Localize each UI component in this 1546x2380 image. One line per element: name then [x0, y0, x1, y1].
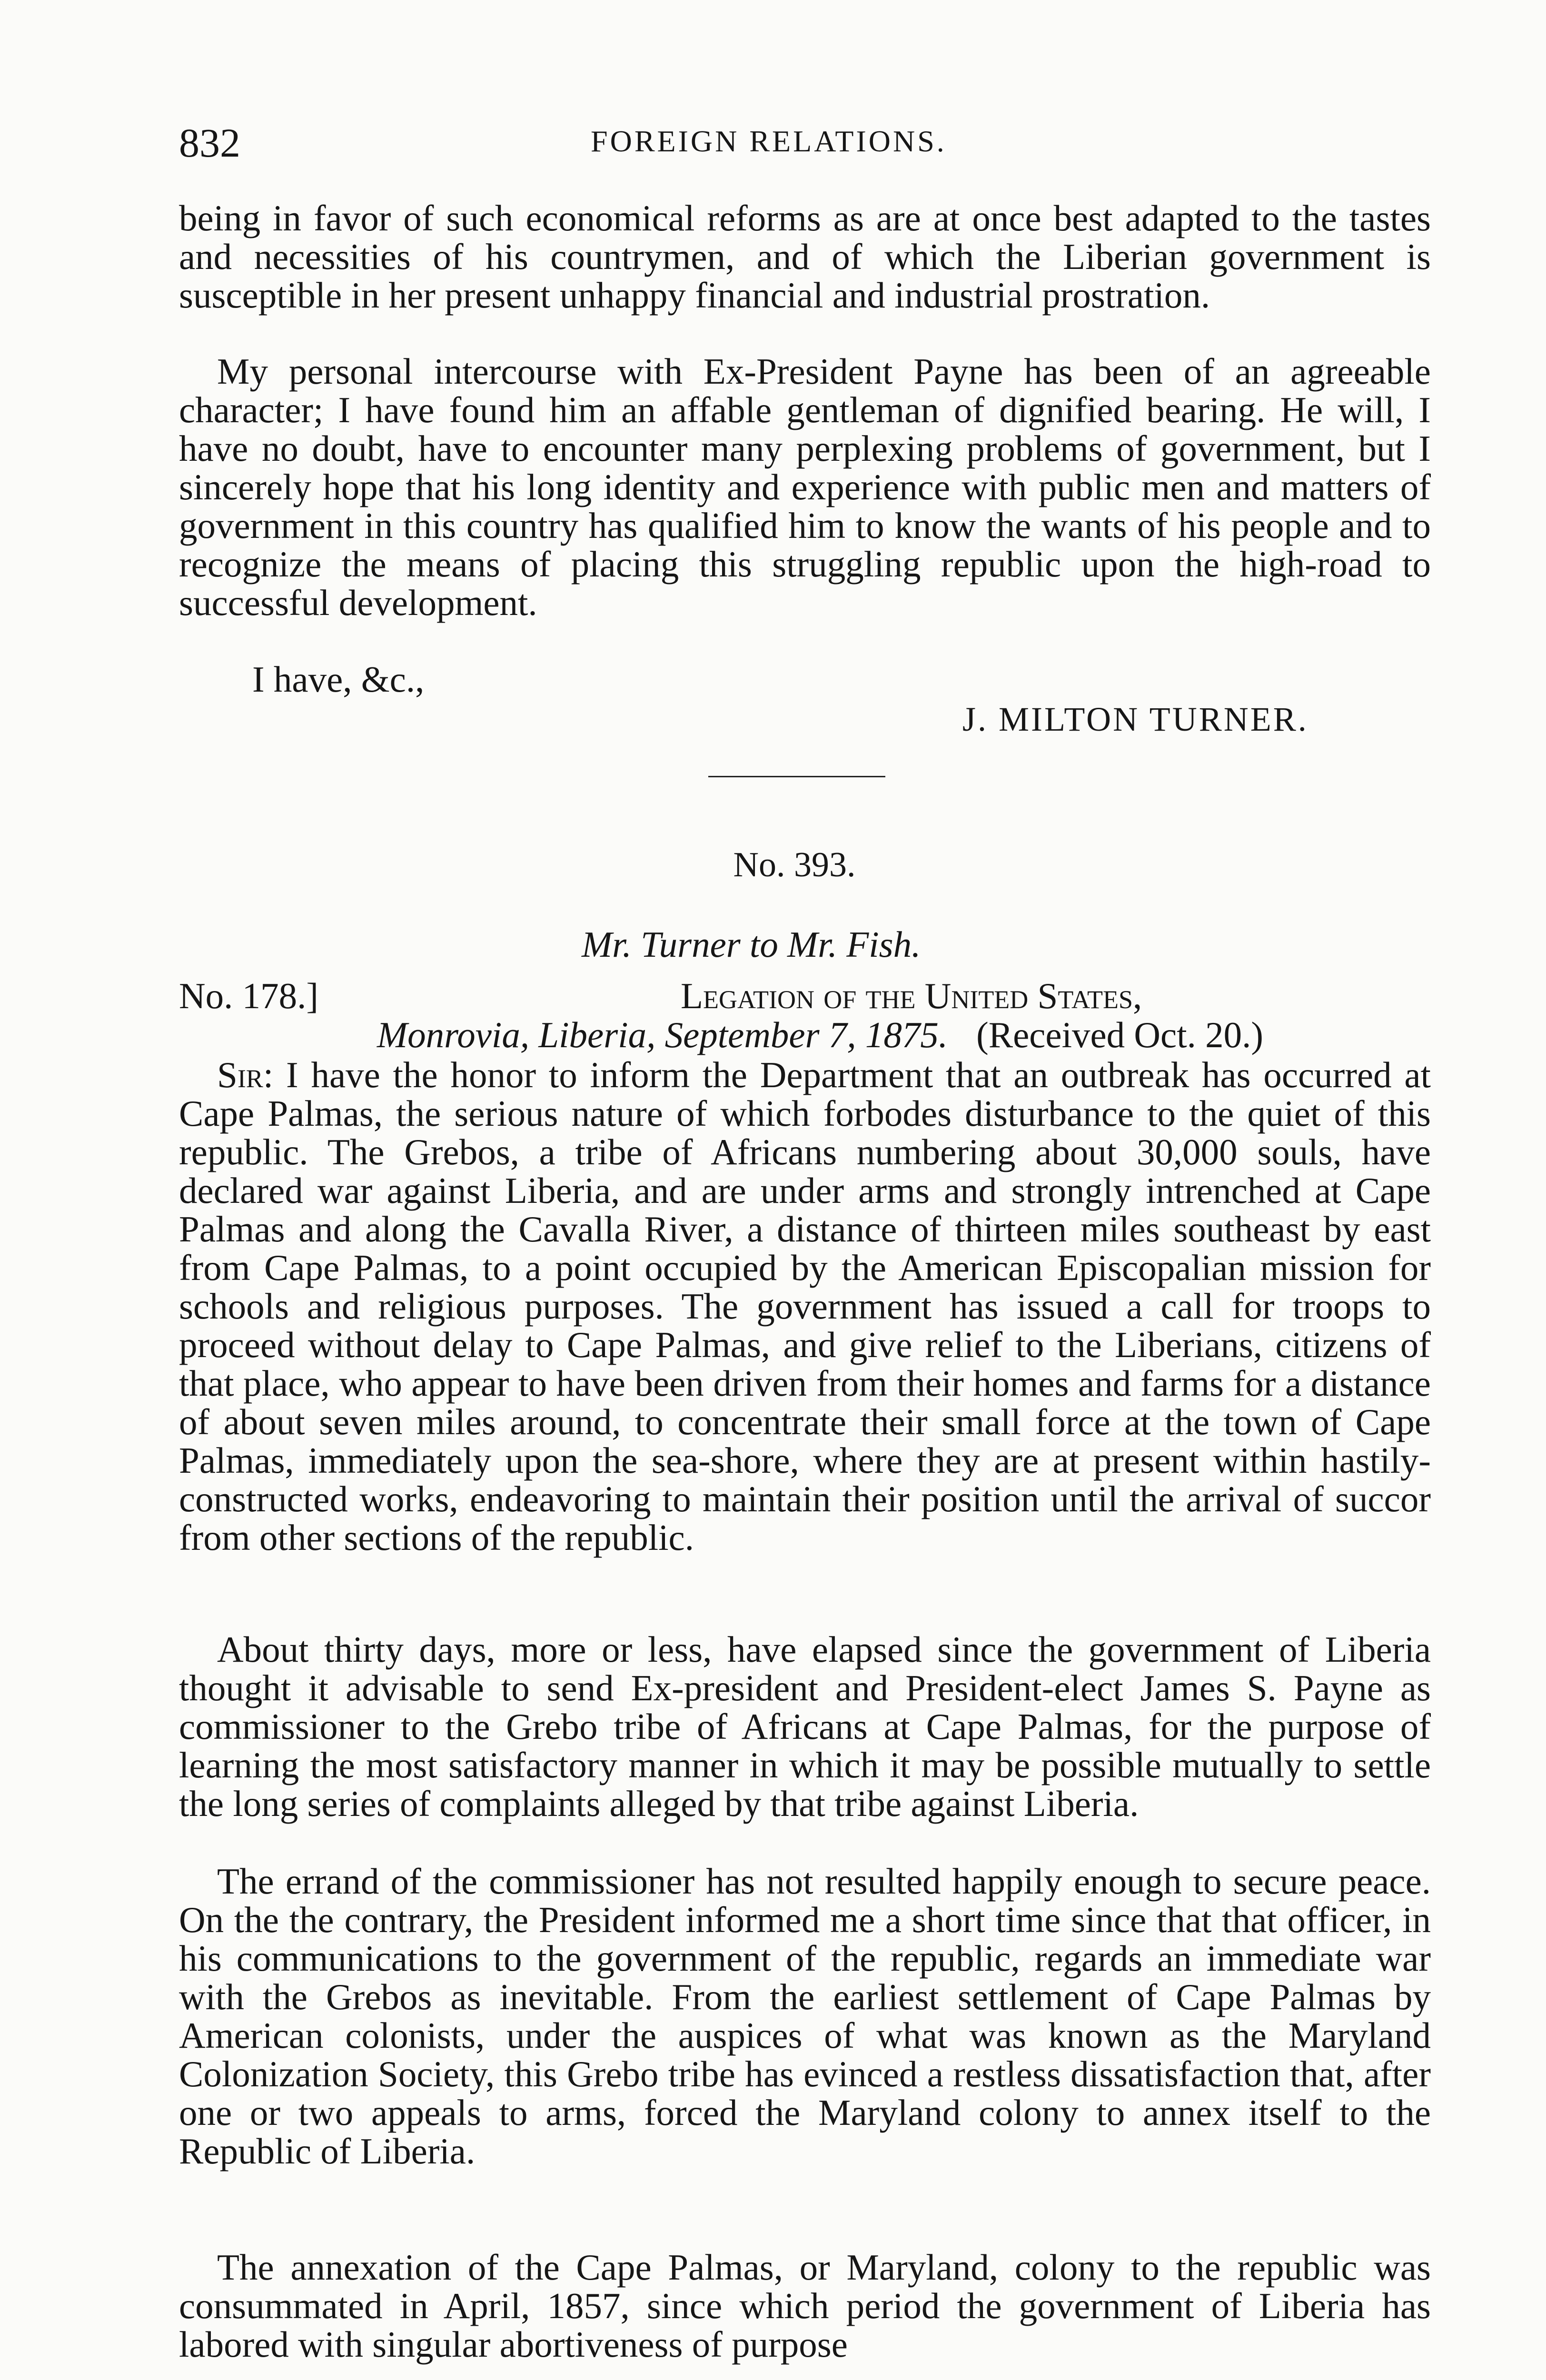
paragraph-outbreak	[179, 1056, 1431, 1557]
signature: J. MILTON TURNER.	[962, 700, 1308, 738]
paragraph-intercourse	[179, 352, 1431, 622]
closing-line: I have, &c.,	[252, 659, 425, 700]
paragraph-commissioner	[179, 1630, 1431, 1823]
paragraph-continuation	[179, 199, 1431, 315]
document-number: No. 393.	[733, 845, 856, 884]
paragraph-annexation	[179, 2248, 1431, 2364]
paragraph-text: The errand of the commissioner has not resulted happily enough to secure peace. On the the contrary, the President informed me a short time since that that officer, in his communications to the government of the republic, regards an immediate war with the Grebos as inevitable. From the earliest settlement of Cape Palmas by American colonists, under the auspices of what was known as the Maryland Colonization Society, this Grebo tribe has evinced a restless dissatisfaction that, after one or two appeals to arms, forced the Maryland colony to annex itself to the Republic of Liberia.	[179, 1861, 1431, 2172]
paragraph-errand	[179, 1862, 1431, 2171]
dateline	[377, 1014, 1263, 1056]
running-title: FOREIGN RELATIONS.	[591, 124, 947, 158]
running-head	[179, 119, 1474, 167]
paragraph-text: About thirty days, more or less, have elapsed since the government of Liberia thought it advisable to send Ex-president and President-elect James S. Payne as commissioner to the Grebo tribe of Africans at Cape Palmas, for the purpose of learning the most satisfactory manner in which it may be possible mutually to settle the long series of complaints alleged by that tribe against Liberia.	[179, 1629, 1431, 1824]
paragraph-text: being in favor of such economical reforms as are at once best adapted to the tastes and necessities of his countrymen, and of which the Liberian government is susceptible in her present unhappy financial and industrial prostration.	[179, 198, 1431, 316]
dispatch-number: No. 178.]	[179, 975, 318, 1016]
paragraph-text	[179, 1056, 1431, 1557]
salutation: Sir:	[217, 1054, 274, 1095]
legation-line: Legation of the United States,	[681, 975, 1142, 1016]
paragraph-body: I have the honor to inform the Department that an outbreak has occurred at Cape Palmas, the serious nature of which forbodes disturbance to the quiet of this republic. The Grebos, a tribe of Africans numbering about 30,000 souls, have declared war against Liberia, and are under arms and strongly intrenched at Cape Palmas and along the Cavalla River, a distance of thirteen miles southeast by east from Cape Palmas, to a point occupied by the American Episcopalian mission for schools and religious purposes. The government has issued a call for troops to proceed without delay to Cape Palmas, and give relief to the Liberians, citizens of that place, who appear to have been driven from their homes and farms for a distance of about seven miles around, to concentrate their small force at the town of Cape Palmas, immediately upon the sea-shore, where they are at present within hastily-constructed works, endeavoring to maintain their position until the arrival of succor from other sections of the republic.	[179, 1054, 1431, 1558]
document-heading: Mr. Turner to Mr. Fish.	[582, 924, 921, 965]
paragraph-text: The annexation of the Cape Palmas, or Maryland, colony to the republic was consummated in April, 1857, since which period the government of Liberia has labored with singular abortiveness of purpose	[179, 2247, 1431, 2365]
section-divider	[708, 776, 885, 777]
received-date: (Received Oct. 20.)	[976, 1014, 1263, 1055]
place-date: Monrovia, Liberia, September 7, 1875.	[377, 1014, 948, 1055]
paragraph-text: My personal intercourse with Ex-President Payne has been of an agreeable character; I have found him an affable gentleman of dignified bearing. He will, I have no doubt, have to encounter many perplexing problems of government, but I sincerely hope that his long identity and experience with public men and matters of government in this country has qualified him to know the wants of his people and to recognize the means of placing this struggling republic upon the high-road to successful development.	[179, 351, 1431, 623]
page-number: 832	[179, 120, 240, 166]
